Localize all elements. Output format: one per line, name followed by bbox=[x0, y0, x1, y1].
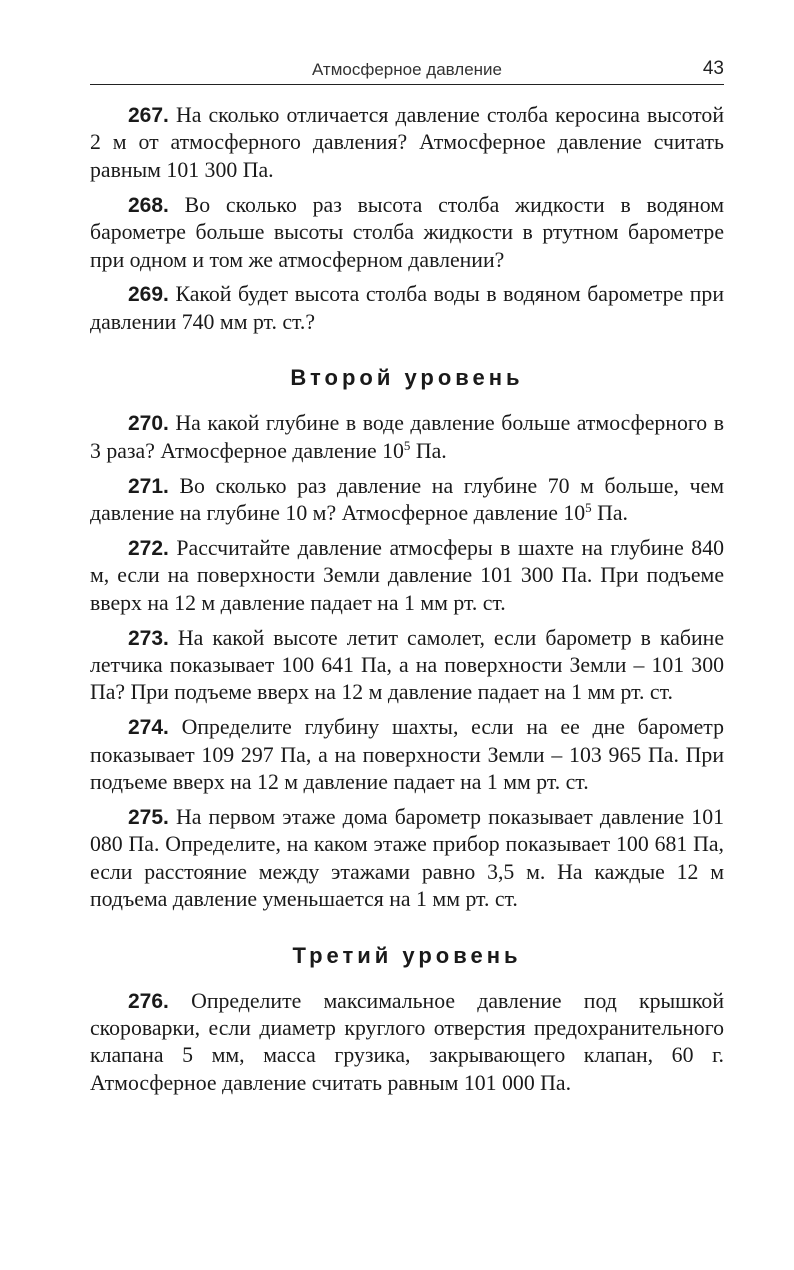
problem-276 bbox=[90, 988, 724, 1098]
problem-text: Определите максимальное давление под крышкой скороварки, если диаметр круглого отверстия предохранительного клапана 5 мм, масса грузика, закрывающего клапан, 60 г. Атмосферное давление считать равным 101 000 Па. bbox=[90, 988, 724, 1095]
problem-number: 269. bbox=[128, 283, 169, 307]
problem-275 bbox=[90, 804, 724, 914]
problem-number: 267. bbox=[128, 104, 169, 127]
problem-number: 270. bbox=[128, 412, 169, 436]
problem-text: На какой глубине в воде давление больше атмосферного в 3 раза? Атмосферное давление 10 bbox=[90, 411, 724, 463]
running-header bbox=[90, 58, 724, 85]
problem-number: 274. bbox=[128, 716, 169, 740]
problem-text-tail: Па. bbox=[591, 500, 628, 525]
problem-text: Во сколько раз высота столба жидкости в водяном барометре больше высоты столба жидкости в ртутном барометре при одном и том же атмосферном давлении? bbox=[90, 192, 725, 272]
problem-273 bbox=[90, 625, 724, 707]
page-content bbox=[90, 102, 724, 1105]
problem-number: 268. bbox=[128, 193, 169, 217]
problem-270 bbox=[90, 410, 724, 465]
problem-text-tail: Па. bbox=[410, 438, 447, 463]
running-title: Атмосферное давление bbox=[311, 60, 503, 79]
exponent: 5 bbox=[403, 437, 411, 453]
problem-text: На какой высоте летит самолет, если барометр в кабине летчика показывает 100 641 Па, а на поверхности Земли – 101 300 Па? При подъеме вверх на 12 м давление падает на 1 мм рт. ст. bbox=[90, 625, 724, 705]
problem-text: Рассчитайте давление атмосферы в шахте на глубине 840 м, если на поверхности Земли давление 101 300 Па. При подъеме вверх на 12 м давление падает на 1 мм рт. ст. bbox=[90, 535, 724, 615]
section-heading-level-2: Второй уровень bbox=[290, 365, 524, 391]
problem-number: 272. bbox=[128, 536, 169, 560]
problem-272 bbox=[90, 535, 724, 617]
problem-271 bbox=[90, 473, 724, 528]
section-heading-level-3: Третий уровень bbox=[292, 942, 522, 968]
problem-text: На сколько отличается давление столба керосина высотой 2 м от атмосферного давления? Атмосферное давление считать равным 101 300 Па. bbox=[90, 103, 724, 182]
problem-text: Какой будет высота столба воды в водяном барометре при давлении 740 мм рт. ст.? bbox=[90, 282, 724, 334]
problem-274 bbox=[90, 714, 724, 796]
page-number: 43 bbox=[702, 58, 724, 79]
problem-number: 276. bbox=[128, 989, 169, 1013]
problem-text: Определите глубину шахты, если на ее дне барометр показывает 109 297 Па, а на поверхности Земли – 103 965 Па. При подъеме вверх на 12 м давление падает на 1 мм рт. ст. bbox=[90, 715, 724, 795]
problem-number: 271. bbox=[128, 474, 169, 498]
problem-number: 275. bbox=[128, 806, 169, 830]
problem-267 bbox=[90, 102, 724, 184]
problem-268 bbox=[90, 192, 724, 274]
exponent: 5 bbox=[585, 499, 592, 515]
problem-269 bbox=[90, 281, 724, 336]
problem-text: Во сколько раз давление на глубине 70 м больше, чем давление на глубине 10 м? Атмосферное давление 10 bbox=[90, 473, 725, 525]
problem-text: На первом этаже дома барометр показывает давление 101 080 Па. Определите, на каком этаже прибор показывает 100 681 Па, если расстояние между этажами равно 3,5 м. На каждые 12 м подъема давление уменьшается на 1 мм рт. ст. bbox=[90, 805, 724, 912]
problem-number: 273. bbox=[128, 626, 169, 650]
